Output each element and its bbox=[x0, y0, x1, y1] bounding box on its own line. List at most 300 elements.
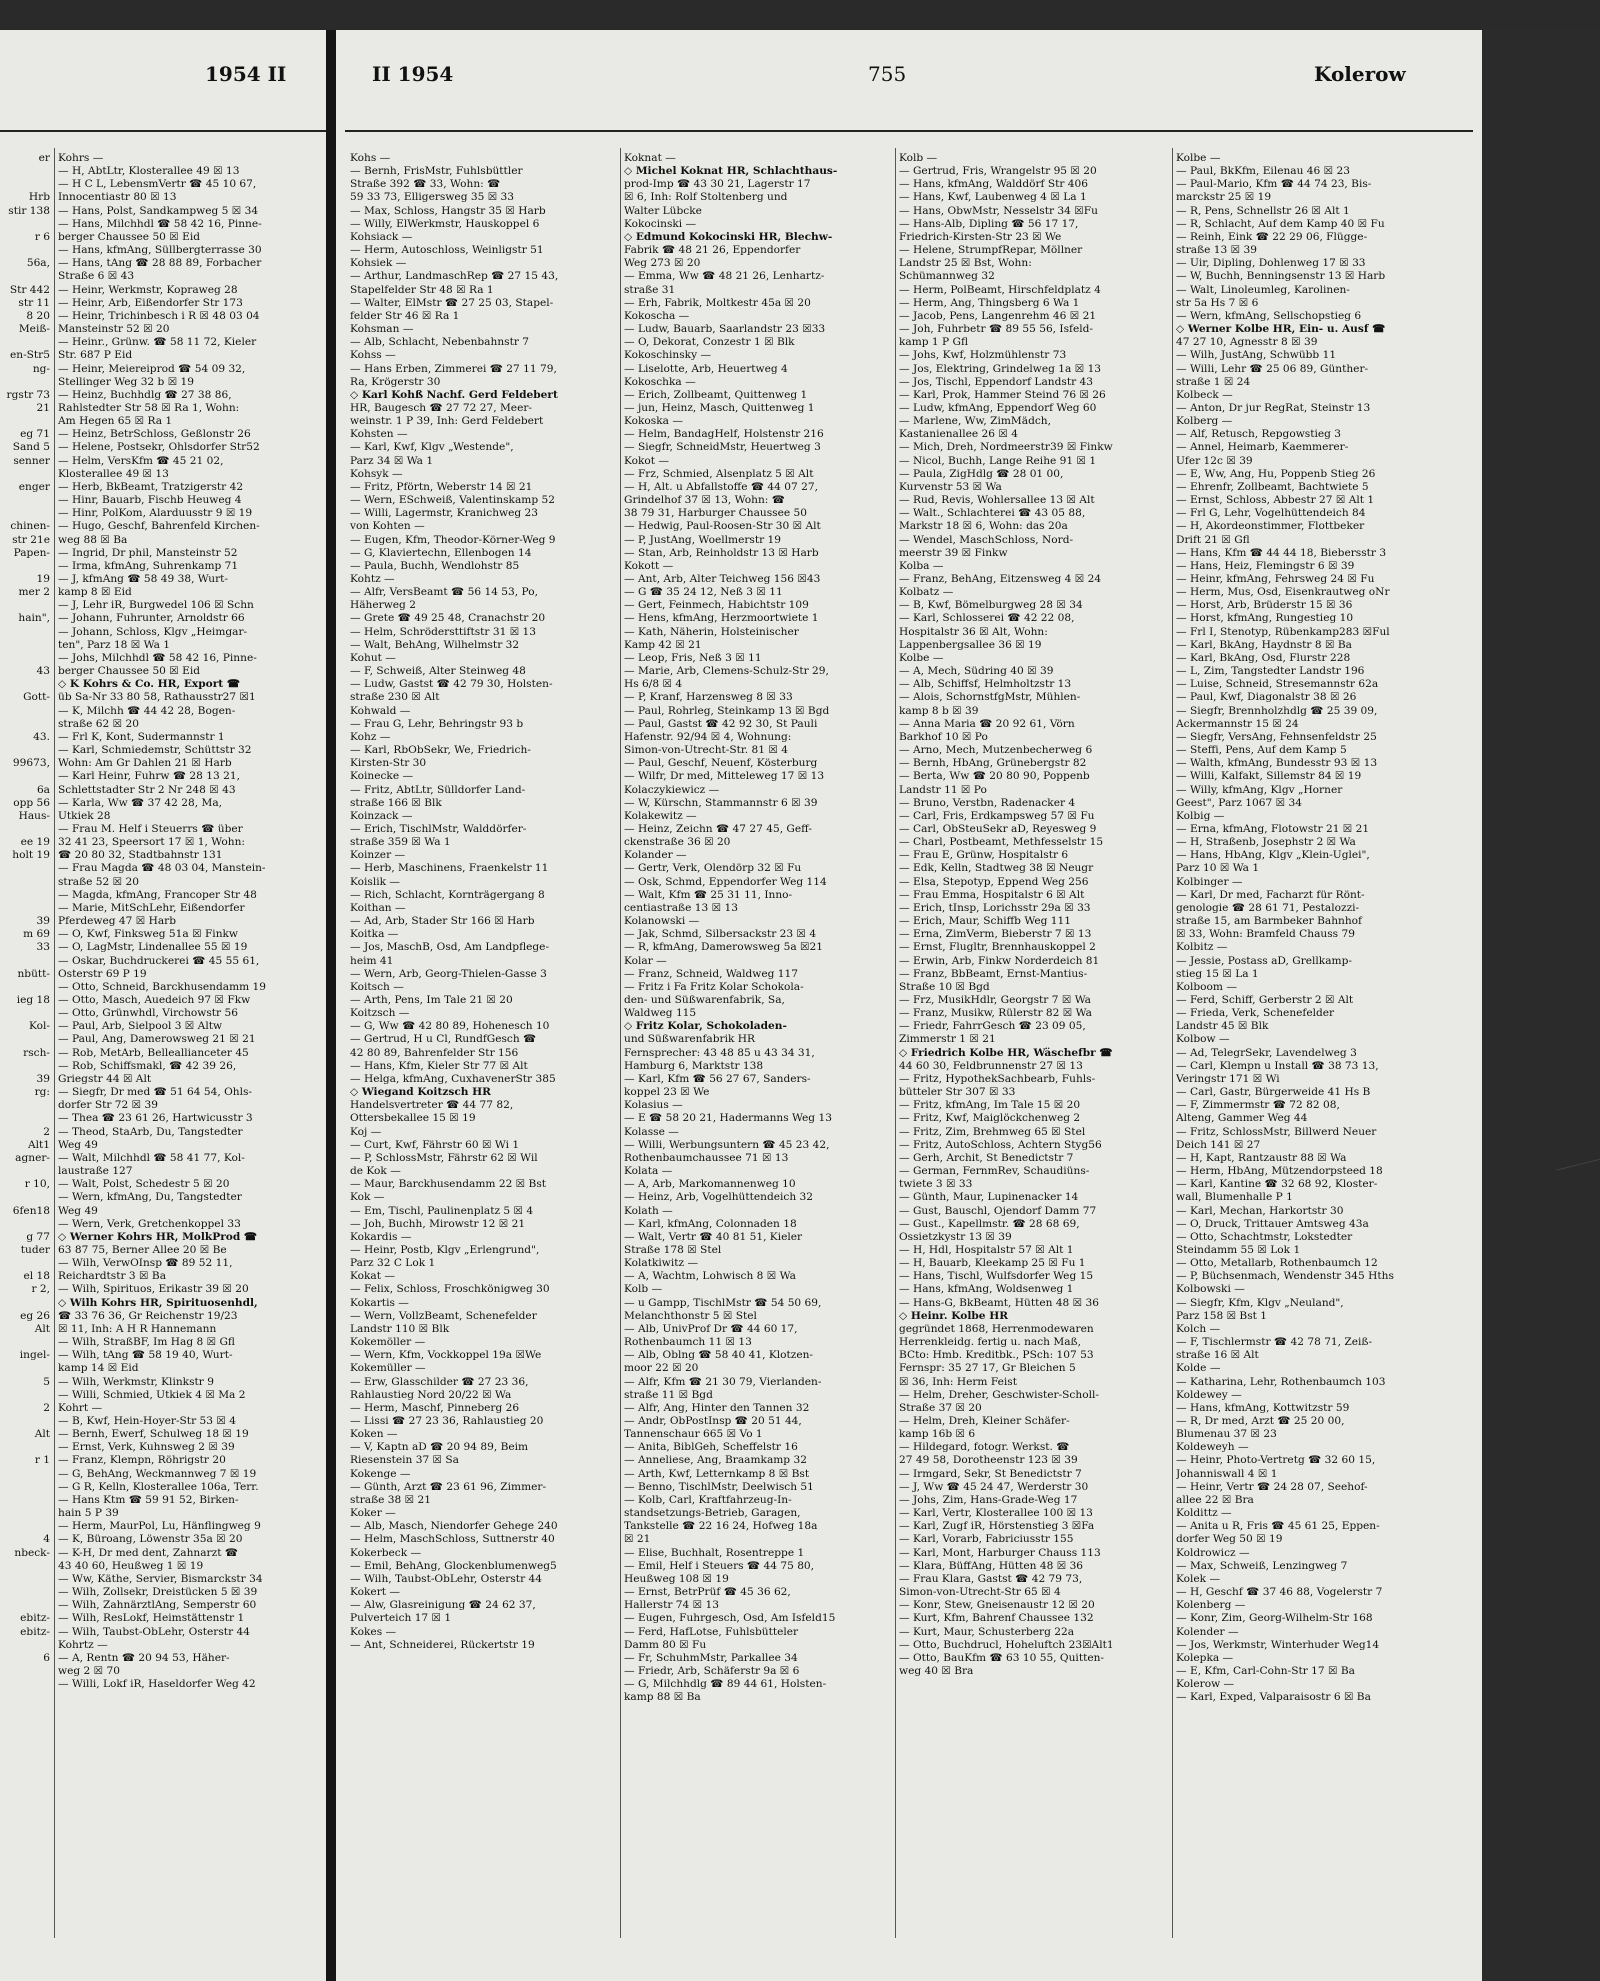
directory-entry: Kolepka — bbox=[1176, 1651, 1234, 1664]
directory-entry: Kohsiek — bbox=[350, 257, 407, 270]
directory-entry: Häherweg 2 bbox=[350, 599, 416, 612]
directory-entry: — Berta, Ww ☎ 20 80 90, Poppenb bbox=[899, 770, 1090, 783]
directory-entry: — Karl, Kantine ☎ 32 68 92, Kloster- bbox=[1176, 1178, 1378, 1191]
directory-entry: ◇ Fritz Kolar, Schokoladen- bbox=[624, 1020, 787, 1033]
directory-entry: — H, Kapt, Rantzaustr 88 ☒ Wa bbox=[1176, 1151, 1347, 1164]
directory-entry: — Otto, Schneid, Barckhusendamm 19 bbox=[58, 980, 267, 993]
directory-entry: Grindelhof 37 ☒ 13, Wohn: ☎ bbox=[624, 494, 785, 507]
directory-entry: — Karl, Mont, Harburger Chauss 113 bbox=[899, 1546, 1101, 1559]
directory-entry: — Uir, Dipling, Dohlenweg 17 ☒ 33 bbox=[1176, 257, 1366, 270]
directory-entry: — Frau G, Lehr, Behringstr 93 b bbox=[350, 717, 524, 730]
directory-entry: Handelsvertreter ☎ 44 77 82, bbox=[350, 1099, 514, 1112]
directory-entry: — Willy, kfmAng, Klgv „Horner bbox=[1176, 783, 1343, 796]
directory-entry: — Karl, Kfm ☎ 56 27 67, Sanders- bbox=[624, 1072, 811, 1085]
directory-entry: — Hildegard, fotogr. Werkst. ☎ bbox=[899, 1441, 1070, 1454]
directory-entry: — R, kfmAng, Damerowsweg 5a ☒21 bbox=[624, 941, 824, 954]
directory-entry: Kokemüller — bbox=[350, 1362, 426, 1375]
directory-entry: 21 bbox=[36, 401, 50, 414]
directory-entry: — Fritz, AbtLtr, Sülldorfer Land- bbox=[350, 783, 526, 796]
directory-entry: 43 bbox=[36, 665, 50, 678]
directory-entry: laustraße 127 bbox=[58, 1165, 133, 1178]
directory-entry: Kastanienallee 26 ☒ 4 bbox=[899, 428, 1018, 441]
directory-entry: — Erwin, Arb, Finkw Norderdeich 81 bbox=[899, 954, 1100, 967]
directory-entry: Johanniswall 4 ☒ 1 bbox=[1176, 1467, 1278, 1480]
directory-entry bbox=[0, 1099, 50, 1112]
directory-entry: — u Gampp, TischlMstr ☎ 54 50 69, bbox=[624, 1296, 822, 1309]
column-divider bbox=[620, 148, 621, 1938]
directory-entry: Steindamm 55 ☒ Lok 1 bbox=[1176, 1243, 1301, 1256]
directory-entry: ◇ Wilh Kohrs HR, Spirituosenhdl, bbox=[58, 1296, 258, 1309]
directory-entry: — G, Klaviertechn, Ellenbogen 14 bbox=[350, 546, 532, 559]
directory-entry: ☒ 6, Inh: Rolf Stoltenberg und bbox=[624, 191, 788, 204]
directory-entry bbox=[0, 626, 50, 639]
directory-entry: — Erich, tInsp, Lorichsstr 29a ☒ 33 bbox=[899, 901, 1091, 914]
directory-entry: — Erich, Maur, Schiffb Weg 111 bbox=[899, 915, 1071, 928]
directory-entry: Zimmerstr 1 ☒ 21 bbox=[899, 1033, 996, 1046]
directory-entry: 39 bbox=[36, 915, 50, 928]
directory-entry: Rahlaustieg Nord 20/22 ☒ Wa bbox=[350, 1388, 512, 1401]
directory-entry: — Otto, Schachtmstr, Lokstedter bbox=[1176, 1230, 1353, 1243]
directory-entry: — Ad, Arb, Stader Str 166 ☒ Harb bbox=[350, 915, 535, 928]
directory-entry: — Ferd, HafLotse, Fuhlsbütteler bbox=[624, 1625, 799, 1638]
directory-entry: — Hans-Alb, Dipling ☎ 56 17 17, bbox=[899, 217, 1079, 230]
directory-entry: — Anneliese, Ang, Braamkamp 32 bbox=[624, 1454, 807, 1467]
directory-entry bbox=[0, 1468, 50, 1481]
directory-entry bbox=[0, 1389, 50, 1402]
directory-entry: — Ferd, Schiff, Gerberstr 2 ☒ Alt bbox=[1176, 994, 1354, 1006]
directory-entry: — Ludw, kfmAng, Eppendorf Weg 60 bbox=[899, 401, 1097, 414]
directory-entry: Simon-von-Utrecht-Str 65 ☒ 4 bbox=[899, 1586, 1061, 1599]
directory-entry: Hamburg 6, Marktstr 138 bbox=[624, 1059, 764, 1072]
directory-entry: — Ad, TelegrSekr, Lavendelweg 3 bbox=[1176, 1046, 1357, 1059]
directory-entry: — Arthur, LandmaschRep ☎ 27 15 43, bbox=[350, 270, 559, 283]
directory-entry: — Fritz, Zim, Brehmweg 65 ☒ Stel bbox=[899, 1125, 1086, 1138]
directory-entry: — Anita, BiblGeh, Scheffelstr 16 bbox=[624, 1441, 798, 1454]
directory-entry: — Walt, Kfm ☎ 25 31 11, Inno- bbox=[624, 888, 793, 901]
directory-entry bbox=[0, 1336, 50, 1349]
directory-entry: — G, Ww ☎ 42 80 89, Hohenesch 10 bbox=[350, 1020, 550, 1033]
directory-entry: — Wilh, tAng ☎ 58 19 40, Wurt- bbox=[58, 1349, 233, 1362]
directory-entry bbox=[0, 1165, 50, 1178]
directory-entry: heim 41 bbox=[350, 954, 394, 967]
directory-entry: — Franz, Schneid, Waldweg 117 bbox=[624, 967, 798, 980]
directory-entry: r 6 bbox=[34, 230, 50, 243]
directory-entry: — Paul, Gastst ☎ 42 92 30, St Pauli bbox=[624, 717, 818, 730]
directory-entry: — O, Druck, Trittauer Amtsweg 43a bbox=[1176, 1217, 1369, 1230]
directory-entry: 2 bbox=[43, 1401, 50, 1414]
directory-entry: Kolar — bbox=[624, 954, 667, 967]
directory-entry: ◇ Friedrich Kolbe HR, Wäschefbr ☎ bbox=[899, 1046, 1113, 1059]
directory-entry: — Marlene, Ww, ZimMädch, bbox=[899, 415, 1051, 428]
directory-entry: — Fritz, HypothekSachbearb, Fuhls- bbox=[899, 1072, 1096, 1085]
directory-entry: — Helm, Dreh, Kleiner Schäfer- bbox=[899, 1415, 1070, 1427]
directory-entry: — Alb, Oblng ☎ 58 40 41, Klotzen- bbox=[624, 1349, 814, 1362]
directory-entry: — Thea ☎ 23 61 26, Hartwicusstr 3 bbox=[58, 1112, 253, 1125]
right-page-header: II 1954 bbox=[372, 62, 454, 86]
directory-entry: — Willi, Kalfakt, Sillemstr 84 ☒ 19 bbox=[1176, 770, 1362, 783]
directory-entry bbox=[0, 218, 50, 231]
directory-entry bbox=[0, 1191, 50, 1204]
directory-entry bbox=[0, 376, 50, 389]
directory-entry: — Wern, Verk, Gretchenkoppel 33 bbox=[58, 1217, 241, 1230]
directory-entry: nbütt- bbox=[17, 967, 50, 980]
directory-entry: 6fen18 bbox=[12, 1204, 50, 1217]
directory-entry: Kohss — bbox=[350, 349, 396, 362]
directory-entry: Waldweg 115 bbox=[624, 1007, 697, 1020]
directory-entry: 99673, bbox=[12, 757, 50, 770]
directory-entry: Blumenau 37 ☒ 23 bbox=[1176, 1428, 1277, 1441]
directory-entry: Koker — bbox=[350, 1507, 396, 1520]
directory-entry: — Alfr, Ang, Hinter den Tannen 32 bbox=[624, 1401, 810, 1414]
directory-entry: — Hinr, PolKom, Alarduusstr 9 ☒ 19 bbox=[58, 507, 253, 520]
directory-entry: — Bernh, HbAng, Grünebergstr 82 bbox=[899, 757, 1087, 770]
directory-entry: — Leop, Fris, Neß 3 ☒ 11 bbox=[624, 651, 762, 664]
directory-entry: — R, Schlacht, Auf dem Kamp 40 ☒ Fu bbox=[1176, 217, 1385, 230]
directory-entry bbox=[0, 1441, 50, 1454]
directory-entry: — A, Mech, Südring 40 ☒ 39 bbox=[899, 665, 1054, 678]
directory-entry: — Frau E, Grünw, Hospitalstr 6 bbox=[899, 849, 1069, 862]
directory-entry: Kolender — bbox=[1176, 1625, 1239, 1638]
directory-entry: — Magda, kfmAng, Francoper Str 48 bbox=[58, 888, 257, 901]
directory-entry: — Luise, Schneid, Stresemannstr 62a bbox=[1176, 678, 1379, 691]
directory-entry: Straße 392 ☎ 33, Wohn: ☎ bbox=[350, 178, 501, 191]
directory-entry: holt 19 bbox=[12, 849, 50, 862]
directory-entry: Kolerow — bbox=[1176, 1678, 1235, 1691]
directory-entry: kamp 88 ☒ Ba bbox=[624, 1691, 701, 1704]
directory-entry: Papen- bbox=[13, 546, 50, 559]
directory-entry: — Frl K, Kont, Sudermannstr 1 bbox=[58, 730, 225, 743]
directory-entry bbox=[0, 1573, 50, 1586]
directory-entry: Tannenschaur 665 ☒ Vo 1 bbox=[624, 1428, 763, 1441]
directory-entry bbox=[0, 1481, 50, 1494]
directory-entry: Kohut — bbox=[350, 651, 396, 664]
directory-entry: weinstr. 1 P 39, Inh: Gerd Feldebert bbox=[350, 415, 544, 428]
directory-entry: — Gust, Bauschl, Ojendorf Damm 77 bbox=[899, 1204, 1097, 1217]
directory-entry: Kolenberg — bbox=[1176, 1599, 1246, 1612]
directory-entry: Landstr 11 ☒ Po bbox=[899, 783, 987, 796]
directory-entry: — Karl, Schlosserei ☎ 42 22 08, bbox=[899, 612, 1075, 625]
left-page-header: 1954 II bbox=[205, 62, 287, 86]
directory-entry: — Alb, Schiffsf, Helmholtzstr 13 bbox=[899, 678, 1072, 691]
directory-entry bbox=[0, 705, 50, 718]
directory-entry: — Frl G, Lehr, Vogelhüttendeich 84 bbox=[1176, 507, 1366, 520]
directory-entry: weg 40 ☒ Bra bbox=[899, 1664, 974, 1677]
directory-entry: Kolanowski — bbox=[624, 915, 700, 928]
directory-entry: Griegstr 44 ☒ Alt bbox=[58, 1072, 152, 1085]
directory-entry: Parz 34 ☒ Wa 1 bbox=[350, 454, 434, 467]
directory-entry: — E, Ww, Ang, Hu, Poppenb Stieg 26 bbox=[1176, 467, 1376, 480]
directory-entry: Hrb bbox=[28, 191, 50, 204]
directory-entry: — Helm, Schrödersttiftstr 31 ☒ 13 bbox=[350, 625, 537, 638]
directory-entry: — Herm, Maschf, Pinneberg 26 bbox=[350, 1401, 520, 1414]
directory-entry: Kohrtz — bbox=[58, 1638, 108, 1651]
directory-entry: — Erna, kfmAng, Flotowstr 21 ☒ 21 bbox=[1176, 822, 1370, 835]
directory-entry: — Heinr, Photo-Vertretg ☎ 32 60 15, bbox=[1176, 1454, 1376, 1467]
directory-entry: — Wern, kfmAng, Du, Tangstedter bbox=[58, 1191, 242, 1204]
directory-entry: prod-Imp ☎ 43 30 21, Lagerstr 17 bbox=[624, 178, 811, 191]
directory-entry: Kolbitz — bbox=[1176, 941, 1228, 954]
directory-entry: koppel 23 ☒ We bbox=[624, 1086, 710, 1099]
directory-entry: — Helm, BandagHelf, Holstenstr 216 bbox=[624, 428, 824, 441]
directory-entry: Kolbowski — bbox=[1176, 1283, 1245, 1296]
directory-entry: — Willi, Werbungsuntern ☎ 45 23 42, bbox=[624, 1138, 830, 1151]
directory-entry: ◇ Michel Koknat HR, Schlachthaus- bbox=[624, 165, 838, 178]
directory-entry: — Karl, Mechan, Harkortstr 30 bbox=[1176, 1204, 1344, 1217]
directory-entry bbox=[0, 468, 50, 481]
directory-entry: Kolbig — bbox=[1176, 809, 1225, 822]
directory-entry: stieg 15 ☒ La 1 bbox=[1176, 967, 1259, 980]
directory-entry: — H, Bauarb, Kleekamp 25 ☒ Fu 1 bbox=[899, 1257, 1086, 1270]
directory-entry: — Herb, BkBeamt, Tratzigerstr 42 bbox=[58, 480, 244, 493]
directory-entry: — Alfr, VersBeamt ☎ 56 14 53, Po, bbox=[350, 586, 538, 599]
directory-entry: Kolboom — bbox=[1176, 980, 1237, 993]
directory-entry: — Jak, Schmd, Silbersackstr 23 ☒ 4 bbox=[624, 928, 817, 941]
directory-entry: — Anita u R, Fris ☎ 45 61 25, Eppen- bbox=[1176, 1520, 1380, 1533]
directory-entry: — Herm, Autoschloss, Weinligstr 51 bbox=[350, 244, 544, 257]
directory-entry: — Jos, Werkmstr, Winterhuder Weg14 bbox=[1176, 1638, 1380, 1651]
directory-entry: Koldrowicz — bbox=[1176, 1546, 1250, 1559]
directory-entry: Kohsten — bbox=[350, 428, 408, 441]
directory-entry: — Maur, Barckhusendamm 22 ☒ Bst bbox=[350, 1178, 547, 1191]
directory-entry: — Oskar, Buchdruckerei ☎ 45 55 61, bbox=[58, 954, 260, 967]
directory-entry: — Rich, Schlacht, Kornträgergang 8 bbox=[350, 888, 545, 901]
directory-entry: Koldeweyh — bbox=[1176, 1441, 1249, 1454]
directory-entry: Klosterallee 49 ☒ 13 bbox=[58, 467, 169, 480]
directory-entry bbox=[0, 1494, 50, 1507]
directory-entry: Kolatkiwitz — bbox=[624, 1257, 699, 1270]
directory-entry: — H, AbtLtr, Klosterallee 49 ☒ 13 bbox=[58, 165, 240, 178]
directory-entry: Kokerbeck — bbox=[350, 1546, 422, 1559]
directory-entry: — Friedr, Arb, Schäferstr 9a ☒ 6 bbox=[624, 1664, 800, 1677]
directory-entry bbox=[0, 244, 50, 257]
directory-entry: — Wilh, Zollsekr, Dreistücken 5 ☒ 39 bbox=[58, 1586, 258, 1599]
directory-entry: ckenstraße 36 ☒ 20 bbox=[624, 836, 731, 849]
directory-entry: — Willi, Lokf iR, Haseldorfer Weg 42 bbox=[58, 1678, 256, 1691]
directory-entry: — Charl, Postbeamt, Methfesselstr 15 bbox=[899, 836, 1104, 849]
directory-entry: — Erw, Glasschilder ☎ 27 23 36, bbox=[350, 1375, 529, 1388]
directory-entry: — Bernh, FrisMstr, Fuhlsbüttler bbox=[350, 165, 523, 178]
directory-entry: 8 20 bbox=[26, 309, 50, 322]
directory-entry: — Helene, Postsekr, Ohlsdorfer Str52 bbox=[58, 441, 260, 454]
directory-entry: — Hans, kfmAng, Süllbergterrasse 30 bbox=[58, 244, 262, 257]
directory-entry bbox=[0, 1060, 50, 1073]
directory-entry: — Paula, ZigHdlg ☎ 28 01 00, bbox=[899, 467, 1064, 480]
directory-entry: Innocentiastr 80 ☒ 13 bbox=[58, 191, 177, 204]
directory-entry: — Em, Tischl, Paulinenplatz 5 ☒ 4 bbox=[350, 1204, 534, 1217]
directory-entry: — W, Kürschn, Stammannstr 6 ☒ 39 bbox=[624, 796, 818, 809]
directory-entry: Damm 80 ☒ Fu bbox=[624, 1638, 707, 1651]
directory-entry: Kolaczykiewicz — bbox=[624, 783, 720, 796]
directory-entry: — Karl, Dr med, Facharzt für Rönt- bbox=[1176, 888, 1365, 901]
directory-entry: — Heinz, Arb, Vogelhüttendeich 32 bbox=[624, 1191, 814, 1204]
directory-entry: kamp 16b ☒ 6 bbox=[899, 1428, 976, 1441]
directory-entry: — Theod, StaArb, Du, Tangstedter bbox=[58, 1125, 243, 1138]
directory-entry: ◇ Wiegand Koitzsch HR bbox=[350, 1086, 491, 1099]
directory-entry: — Nicol, Buchh, Lange Reihe 91 ☒ 1 bbox=[899, 454, 1097, 467]
directory-entry: — Grete ☎ 49 25 48, Cranachstr 20 bbox=[350, 612, 546, 625]
directory-entry: — Otto, Buchdrucl, Hoheluftch 23☒Alt1 bbox=[899, 1638, 1114, 1651]
directory-entry: 44 60 30, Feldbrunnenstr 27 ☒ 13 bbox=[899, 1059, 1083, 1072]
directory-entry: — Wern, Arb, Georg-Thielen-Gasse 3 bbox=[350, 967, 547, 980]
directory-entry: straße 15, am Barmbeker Bahnhof bbox=[1176, 915, 1362, 928]
directory-entry: Koj — bbox=[350, 1125, 382, 1138]
directory-entry: — Hans-G, BkBeamt, Hütten 48 ☒ 36 bbox=[899, 1296, 1100, 1309]
directory-entry: Alt1 bbox=[27, 1138, 50, 1151]
directory-entry: Kolasse — bbox=[624, 1125, 679, 1138]
directory-entry: wall, Blumenhalle P 1 bbox=[1176, 1191, 1293, 1204]
directory-entry: — Ludw, Gastst ☎ 42 79 30, Holsten- bbox=[350, 678, 553, 691]
directory-entry: — Paul, Rohrleg, Steinkamp 13 ☒ Bgd bbox=[624, 704, 830, 717]
directory-entry: Rothenbaumch 11 ☒ 13 bbox=[624, 1336, 752, 1349]
directory-entry: — Karl, Schmiedemstr, Schüttstr 32 bbox=[58, 744, 252, 757]
directory-entry: — Karl, BkAng, Haydnstr 8 ☒ Ba bbox=[1176, 638, 1352, 651]
directory-entry: — Johs, Kwf, Holzmühlenstr 73 bbox=[899, 349, 1067, 362]
directory-entry: rg: bbox=[34, 1086, 50, 1099]
directory-entry: — G, Milchhdlg ☎ 89 44 61, Holsten- bbox=[624, 1678, 827, 1691]
directory-entry: — G R, Kelln, Klosterallee 106a, Terr. bbox=[58, 1480, 259, 1493]
directory-entry: Veringstr 171 ☒ Wi bbox=[1176, 1072, 1280, 1085]
directory-entry: Schümannweg 32 bbox=[899, 270, 995, 283]
directory-entry bbox=[0, 1415, 50, 1428]
directory-entry: — A, Rentn ☎ 20 94 53, Häher- bbox=[58, 1651, 230, 1664]
directory-entry: — Willi, Schmied, Utkiek 4 ☒ Ma 2 bbox=[58, 1388, 246, 1401]
directory-entry: straße 11 ☒ Bgd bbox=[624, 1388, 713, 1401]
directory-entry: Osterstr 69 P 19 bbox=[58, 967, 147, 980]
directory-entry bbox=[0, 1599, 50, 1612]
directory-entry: straße 166 ☒ Blk bbox=[350, 796, 442, 809]
directory-entry: — Karl, Exped, Valparaisostr 6 ☒ Ba bbox=[1176, 1691, 1371, 1704]
directory-entry bbox=[0, 889, 50, 902]
column-divider bbox=[54, 148, 55, 1938]
directory-entry: dorfer Weg 50 ☒ 19 bbox=[1176, 1533, 1283, 1546]
directory-entry: Kohrs — bbox=[58, 152, 104, 164]
directory-entry: — R, Pens, Schnellstr 26 ☒ Alt 1 bbox=[1176, 204, 1350, 217]
directory-entry: — Karl, kfmAng, Colonnaden 18 bbox=[624, 1217, 797, 1230]
directory-entry: r 10, bbox=[24, 1178, 50, 1191]
directory-entry: — Walt, Vertr ☎ 40 81 51, Kieler bbox=[624, 1230, 803, 1243]
directory-entry bbox=[0, 1560, 50, 1573]
directory-entry: — Kurt, Kfm, Bahrenf Chaussee 132 bbox=[899, 1612, 1094, 1625]
directory-entry: ◇ K Kohrs & Co. HR, Export ☎ bbox=[58, 678, 241, 691]
directory-entry: Gott- bbox=[23, 691, 50, 704]
directory-entry: genologie ☎ 28 61 71, Pestalozzi- bbox=[1176, 901, 1360, 914]
directory-entry: Hafenstr. 92/94 ☒ 4, Wohnung: bbox=[624, 730, 792, 743]
directory-entry: HR, Baugesch ☎ 27 72 27, Meer- bbox=[350, 401, 532, 414]
directory-entry: — Helene, StrumpfRepar, Möllner bbox=[899, 244, 1083, 257]
directory-entry: r 2, bbox=[31, 1283, 50, 1296]
directory-entry: ingel- bbox=[19, 1349, 50, 1362]
directory-entry: Koldittz — bbox=[1176, 1507, 1232, 1520]
directory-entry: — Herb, Maschinens, Fraenkelstr 11 bbox=[350, 862, 549, 875]
directory-entry: — Hans, Tischl, Wulfsdorfer Weg 15 bbox=[899, 1270, 1094, 1283]
directory-entry: ◇ Edmund Kokocinski HR, Blechw- bbox=[624, 230, 833, 243]
directory-entry: Kokenge — bbox=[350, 1467, 411, 1480]
directory-entry: — Ernst, Verk, Kuhnsweg 2 ☒ 39 bbox=[58, 1441, 235, 1454]
directory-entry bbox=[0, 876, 50, 889]
directory-entry: — Wern, Kfm, Vockkoppel 19a ☒We bbox=[350, 1349, 542, 1362]
directory-entry: — H, Hdl, Hospitalstr 57 ☒ Alt 1 bbox=[899, 1243, 1074, 1256]
directory-entry: — Helm, MaschSchloss, Suttnerstr 40 bbox=[350, 1533, 555, 1546]
directory-entry: Kolbatz — bbox=[899, 586, 954, 599]
directory-entry: felder Str 46 ☒ Ra 1 bbox=[350, 309, 460, 322]
directory-entry: Ra, Krögerstr 30 bbox=[350, 375, 441, 388]
directory-entry: — J, kfmAng ☎ 58 49 38, Wurt- bbox=[58, 573, 228, 585]
directory-entry: — Arno, Mech, Mutzenbecherweg 6 bbox=[899, 744, 1093, 757]
directory-entry: — Annel, Heimarb, Kaemmerer- bbox=[1176, 441, 1349, 454]
directory-entry bbox=[0, 599, 50, 612]
directory-entry: g 77 bbox=[26, 1230, 50, 1243]
directory-entry: Kohwald — bbox=[350, 704, 411, 717]
directory-entry: — Elise, Buchhalt, Rosentreppe 1 bbox=[624, 1546, 805, 1559]
directory-entry: weg 88 ☒ Ba bbox=[58, 533, 128, 546]
directory-entry: Hs 6/8 ☒ 4 bbox=[624, 678, 683, 691]
directory-entry: centiastraße 13 ☒ 13 bbox=[624, 901, 738, 914]
directory-entry: ebitz- bbox=[20, 1625, 50, 1638]
directory-entry: — Paul-Mario, Kfm ☎ 44 74 23, Bis- bbox=[1176, 178, 1372, 191]
directory-entry: — Reinh, Eink ☎ 22 29 06, Flügge- bbox=[1176, 230, 1368, 243]
directory-entry: Straße 37 ☒ 20 bbox=[899, 1401, 982, 1414]
directory-entry bbox=[0, 862, 50, 875]
directory-entry: ten", Parz 18 ☒ Wa 1 bbox=[58, 638, 171, 651]
directory-entry: kamp 1 P Gfl bbox=[899, 336, 969, 349]
directory-entry: — Konr, Zim, Georg-Wilhelm-Str 168 bbox=[1176, 1612, 1373, 1625]
directory-entry: — Carl, Gastr, Bürgerweide 41 Hs B bbox=[1176, 1086, 1371, 1099]
directory-entry: — Wilh, Werkmstr, Klinkstr 9 bbox=[58, 1375, 214, 1388]
directory-entry: Kohs — bbox=[350, 152, 391, 164]
directory-entry: — Wilh, Taubst-ObLehr, Osterstr 44 bbox=[58, 1625, 250, 1638]
directory-entry: Kokoschka — bbox=[624, 375, 696, 388]
directory-entry: Haus- bbox=[18, 809, 50, 822]
directory-entry: — Horst, kfmAng, Rungestieg 10 bbox=[1176, 612, 1354, 625]
directory-entry bbox=[0, 1362, 50, 1375]
directory-entry: Kol- bbox=[29, 1020, 50, 1033]
directory-entry: Parz 158 ☒ Bst 1 bbox=[1176, 1309, 1268, 1322]
directory-entry: hain 5 P 39 bbox=[58, 1507, 119, 1520]
directory-entry: Kolb — bbox=[624, 1283, 663, 1296]
directory-entry: — F, Zimmermstr ☎ 72 82 08, bbox=[1176, 1099, 1340, 1112]
directory-entry: Koitsch — bbox=[350, 980, 404, 993]
directory-entry: weg 2 ☒ 70 bbox=[58, 1664, 120, 1677]
directory-entry: Kolbow — bbox=[1176, 1033, 1230, 1046]
directory-entry: chinen- bbox=[10, 520, 50, 533]
directory-entry: — Otto, Masch, Auedeich 97 ☒ Fkw bbox=[58, 994, 251, 1006]
directory-entry: — Jos, Elektring, Grindelweg 1a ☒ 13 bbox=[899, 362, 1102, 375]
directory-entry: — Karl, Zugf iR, Hörstenstieg 3 ☒Fa bbox=[899, 1520, 1095, 1533]
directory-entry: er bbox=[38, 152, 50, 164]
directory-entry: Kokoschinsky — bbox=[624, 349, 712, 362]
directory-entry: 5 bbox=[43, 1375, 50, 1388]
directory-entry: 33 bbox=[36, 941, 50, 954]
directory-entry: — Frau Emma, Hospitalstr 6 ☒ Alt bbox=[899, 888, 1085, 901]
directory-entry: — Wilh, ZahnärztlAng, Semperstr 60 bbox=[58, 1599, 257, 1612]
directory-entry bbox=[0, 336, 50, 349]
directory-entry: ☒ 33, Wohn: Bramfeld Chauss 79 bbox=[1176, 928, 1355, 941]
directory-entry: 27 49 58, Dorotheenstr 123 ☒ 39 bbox=[899, 1454, 1078, 1467]
directory-entry: — Hedwig, Paul-Roosen-Str 30 ☒ Alt bbox=[624, 520, 821, 533]
directory-entry: — Siegfr, SchneidMstr, Heuertweg 3 bbox=[624, 441, 821, 454]
directory-entry: — Walt, Linoleumleg, Karolinen- bbox=[1176, 283, 1350, 296]
directory-entry: — Herm, Mus, Osd, Eisenkrautweg oNr bbox=[1176, 586, 1390, 599]
directory-entry: 19 bbox=[36, 573, 50, 585]
directory-entry bbox=[0, 902, 50, 915]
directory-entry: — Siegfr, VersAng, Fehnsenfeldstr 25 bbox=[1176, 730, 1377, 743]
directory-entry: Ackermannstr 15 ☒ 24 bbox=[1176, 717, 1299, 730]
directory-entry: ng- bbox=[32, 362, 50, 375]
directory-entry: m 69 bbox=[23, 928, 50, 941]
directory-entry: Straße 10 ☒ Bgd bbox=[899, 980, 990, 993]
directory-entry: — Max, Schloss, Hangstr 35 ☒ Harb bbox=[350, 204, 546, 217]
directory-entry: — K, Büroang, Löwenstr 35a ☒ 20 bbox=[58, 1533, 243, 1546]
